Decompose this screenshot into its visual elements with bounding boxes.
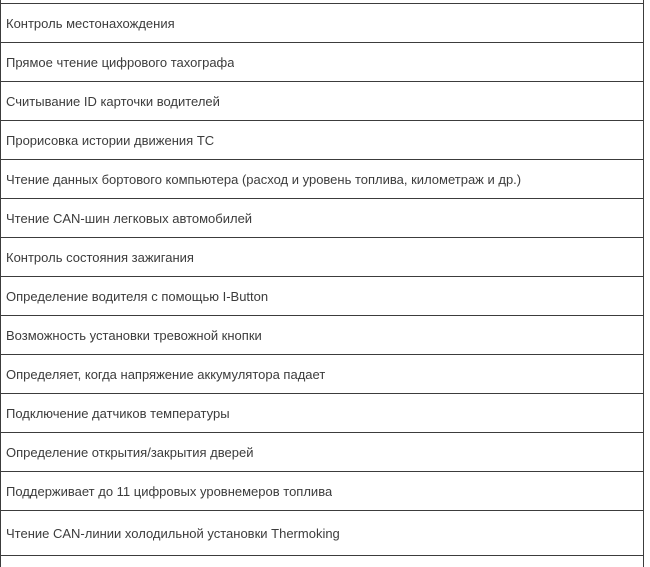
feature-label: Прорисовка истории движения ТС (6, 132, 215, 148)
feature-label: Чтение CAN-шин легковых автомобилей (6, 210, 253, 226)
table-row (0, 43, 644, 82)
feature-label: Контроль местонахождения (6, 15, 175, 31)
table-row (0, 238, 644, 277)
table-row (0, 433, 644, 472)
feature-label: Чтение CAN-линии холодильной установки Thermoking (6, 525, 340, 541)
feature-label: Определение водителя с помощью I-Button (6, 288, 269, 304)
table-row (0, 82, 644, 121)
feature-label: Чтение данных бортового компьютера (расход и уровень топлива, километраж и др.) (6, 171, 522, 187)
table-row-clipped-bottom (0, 556, 644, 567)
feature-label: Считывание ID карточки водителей (6, 93, 220, 109)
feature-table (0, 4, 644, 556)
feature-label: Определение открытия/закрытия дверей (6, 444, 254, 460)
feature-label: Возможность установки тревожной кнопки (6, 327, 262, 343)
table-row (0, 4, 644, 43)
table-row (0, 355, 644, 394)
table-row (0, 511, 644, 556)
table-row (0, 160, 644, 199)
table-row (0, 121, 644, 160)
feature-label: Контроль состояния зажигания (6, 249, 194, 265)
feature-label: Прямое чтение цифрового тахографа (6, 54, 235, 70)
table-row (0, 277, 644, 316)
table-row (0, 394, 644, 433)
table-row (0, 472, 644, 511)
feature-label: Поддерживает до 11 цифровых уровнемеров топлива (6, 483, 333, 499)
table-row (0, 199, 644, 238)
table-row (0, 316, 644, 355)
feature-label: Подключение датчиков температуры (6, 405, 230, 421)
feature-label: Определяет, когда напряжение аккумулятора падает (6, 366, 326, 382)
